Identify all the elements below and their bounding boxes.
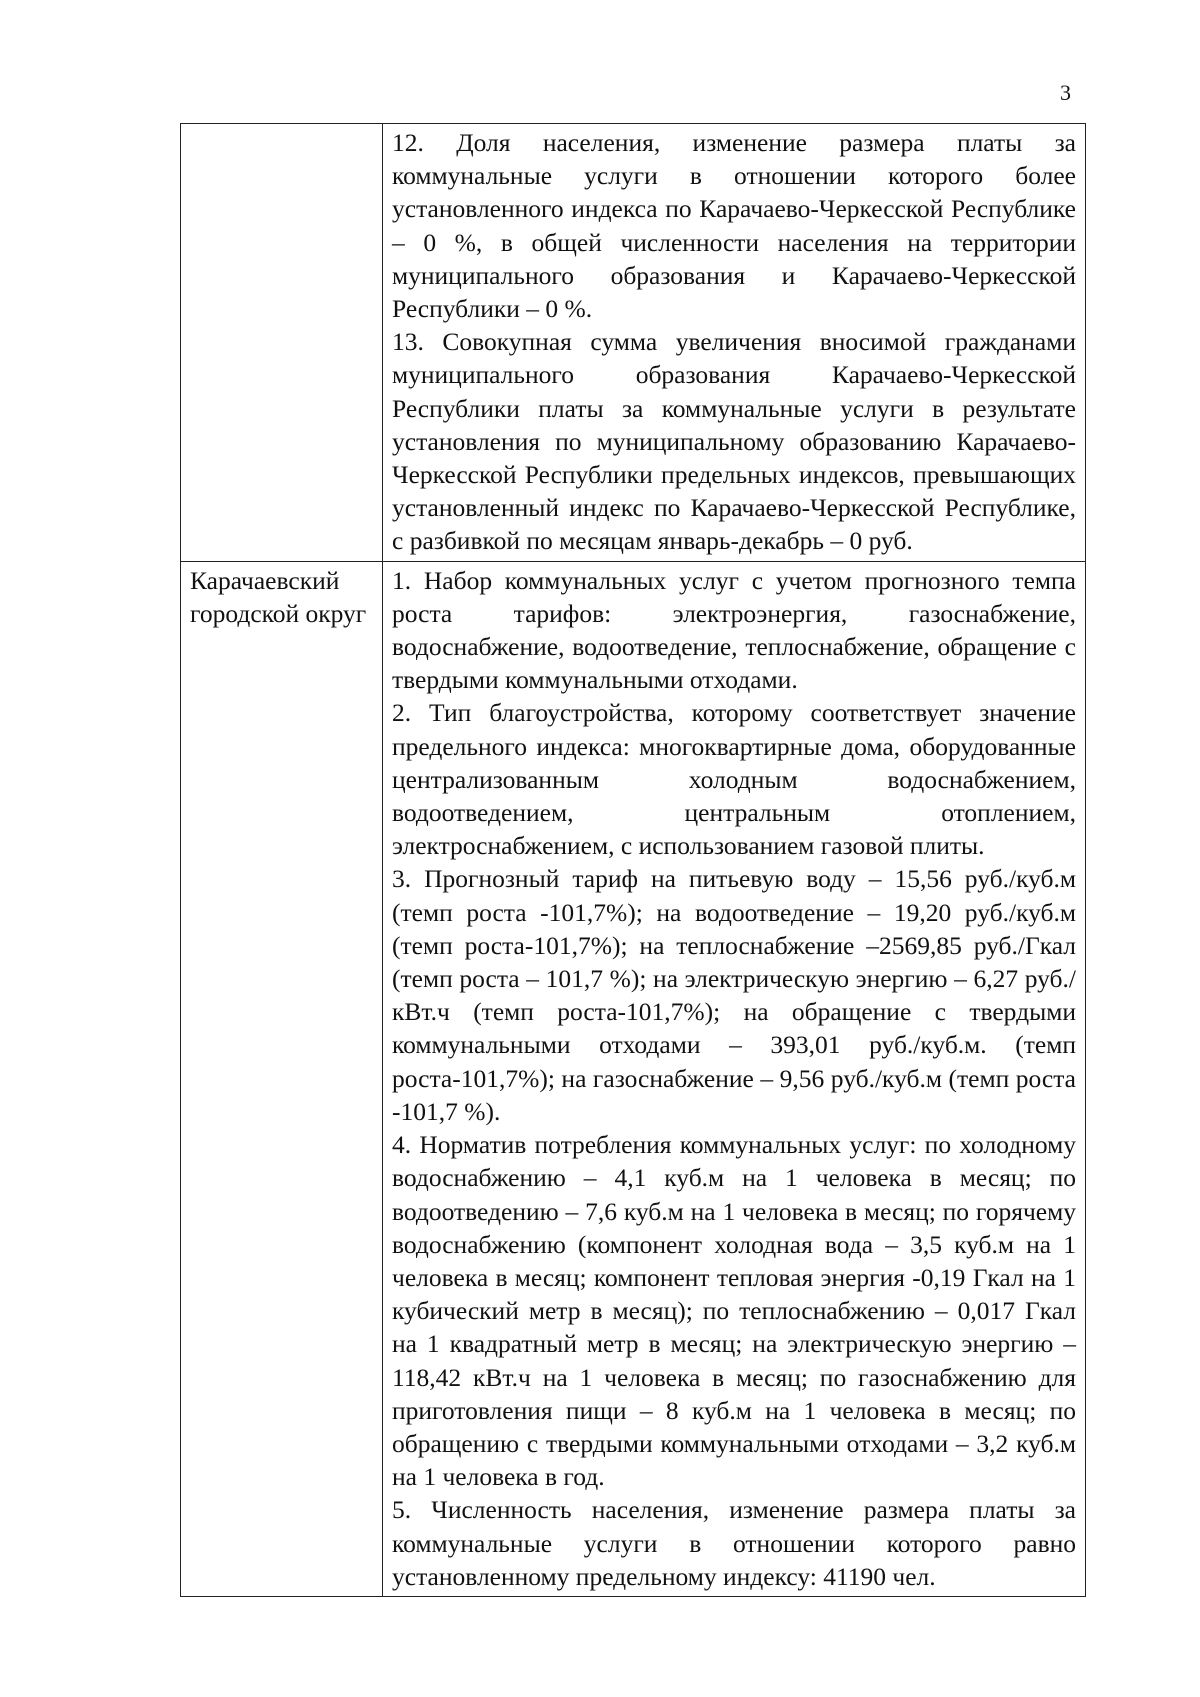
indicator-paragraph: 1. Набор коммунальных услуг с учетом прогнозного темпа роста тарифов: электроэнергия, газоснабжение, водоснабжение, водоотведение, теплоснабжение, обращение с твердыми коммунальными отходами. <box>392 565 1076 695</box>
indicator-paragraph: 13. Совокупная сумма увеличения вносимой гражданами муниципального образования Карачаево-Черкесской Республики платы за коммунальные услуги в результате установления по муниципальному образованию Карачаево-Черкесской Республики предельных индексов, превышающих установленный индекс по Карачаево-Черкесской Республике, с разбивкой по месяцам январь-декабрь – 0 руб. <box>392 327 1076 556</box>
table-row <box>181 561 1086 1596</box>
region-cell <box>181 124 383 562</box>
indicator-paragraph: 12. Доля населения, изменение размера платы за коммунальные услуги в отношении которого более установленного индекса по Карачаево-Черкесской Республике – 0 %, в общей численности населения на территории муниципального образования и Карачаево-Черкесской Республики – 0 %. <box>392 128 1076 324</box>
indicators-cell <box>383 124 1086 562</box>
indicators-cell <box>383 561 1086 1596</box>
indicator-paragraph: 5. Численность населения, изменение размера платы за коммунальные услуги в отношении которого равно установленному предельному индексу: 41190 чел. <box>392 1495 1076 1591</box>
indicator-paragraph: 4. Норматив потребления коммунальных услуг: по холодному водоснабжению – 4,1 куб.м на 1 человека в месяц; по водоотведению – 7,6 куб.м на 1 человека в месяц; по горячему водоснабжению (компонент холодная вода – 3,5 куб.м на 1 человека в месяц; компонент тепловая энергия -0,19 Гкал на 1 кубический метр в месяц); по теплоснабжению – 0,017 Гкал на 1 квадратный метр в месяц; на электрическую энергию – 118,42 кВт.ч на 1 человека в месяц; по газоснабжению для приготовления пищи – 8 куб.м на 1 человека в месяц; по обращению с твердыми коммунальными отходами – 3,2 куб.м на 1 человека в год. <box>392 1130 1076 1492</box>
page-number: 3 <box>1060 80 1071 105</box>
region-cell: Карачаевский городской округ <box>181 561 383 1596</box>
table-row <box>181 124 1086 562</box>
indicator-paragraph: 2. Тип благоустройства, которому соответствует значение предельного индекса: многоквартирные дома, оборудованные централизованным холодным водоснабжением, водоотведением, центральным отоплением, электроснабжением, с использованием газовой плиты. <box>392 698 1076 861</box>
indicator-paragraph: 3. Прогнозный тариф на питьевую воду – 15,56 руб./куб.м (темп роста -101,7%); на водоотведение – 19,20 руб./куб.м (темп роста-101,7%); на теплоснабжение –2569,85 руб./Гкал (темп роста – 101,7 %); на электрическую энергию – 6,27 руб./кВт.ч (темп роста-101,7%); на обращение с твердыми коммунальными отходами – 393,01 руб./куб.м. (темп роста-101,7%); на газоснабжение – 9,56 руб./куб.м (темп роста -101,7 %). <box>392 864 1076 1126</box>
indices-table <box>180 123 1086 1597</box>
